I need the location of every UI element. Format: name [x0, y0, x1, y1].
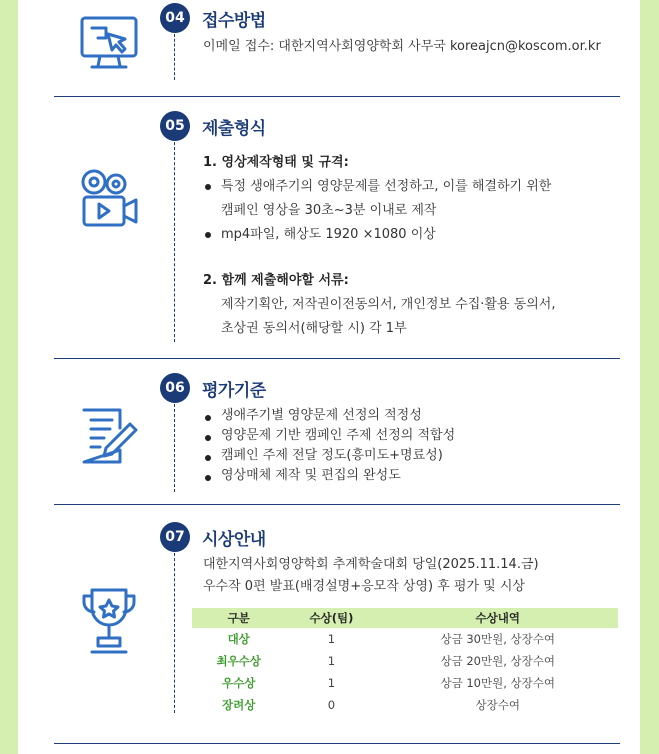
dashed-connector: [174, 553, 175, 713]
divider: [54, 743, 620, 744]
award-prize: 상금 10만원, 상장수여: [440, 676, 555, 690]
award-category: 최우수상: [216, 654, 261, 668]
table-row: [192, 650, 618, 672]
divider: [54, 358, 620, 359]
section-number-06: 06: [160, 373, 190, 403]
format-heading-2: 2. 함께 제출해야할 서류:: [203, 273, 349, 288]
section-title-04: 접수방법: [202, 11, 266, 31]
format-heading-1: 1. 영상제작형태 및 규격:: [203, 155, 349, 170]
award-team-count: 1: [327, 676, 336, 690]
format-bullet: mp4파일, 해상도 1920 ×1080 이상: [203, 223, 555, 247]
document-list-line: 제작기획안, 저작권이전동의서, 개인정보 수집·활용 동의서,: [221, 297, 556, 312]
section-title-06: 평가기준: [202, 381, 266, 401]
dashed-connector: [174, 142, 175, 342]
divider: [54, 96, 620, 97]
criteria-item: 생애주기별 영양문제 선정의 적정성: [203, 406, 455, 426]
table-row: [192, 628, 618, 650]
award-info-text: [203, 554, 539, 598]
content-panel: [18, 0, 640, 754]
submission-email-text: 이메일 접수: 대한지역사회영양학회 사무국 koreajcn@koscom.or.kr: [203, 39, 601, 54]
section-title-05: 제출형식: [202, 119, 266, 139]
column-header: 수상내역: [377, 608, 618, 628]
dashed-connector: [174, 34, 175, 80]
criteria-item: 영상매체 제작 및 편집의 완성도: [203, 466, 455, 486]
divider: [54, 504, 620, 505]
format-bullet-continued: 캠페인 영상을 30초~3분 이내로 제작: [221, 203, 437, 218]
award-team-count: 1: [327, 632, 336, 646]
trophy-icon: [78, 586, 140, 662]
computer-click-icon: [78, 14, 140, 76]
award-prize: 상금 20만원, 상장수여: [440, 654, 555, 668]
section-number-04: 04: [160, 3, 190, 33]
table-row: [192, 694, 618, 716]
award-prize: 상장수여: [475, 698, 520, 712]
award-team-count: 1: [327, 654, 336, 668]
format-bullet: 특정 생애주기의 영양문제를 선정하고, 이를 해결하기 위한: [203, 175, 555, 199]
award-table: [192, 608, 618, 716]
video-camera-icon: [78, 164, 140, 234]
criteria-item: 영양문제 기반 캠페인 주제 선정의 적합성: [203, 426, 455, 446]
section-title-07: 시상안내: [202, 530, 266, 550]
submission-format-details: [203, 151, 555, 341]
award-category: 대상: [227, 632, 250, 646]
section-number-07: 07: [160, 522, 190, 552]
evaluation-criteria-list: [203, 406, 455, 486]
award-process-line: 우수작 0편 발표(배경설명+응모작 상영) 후 평가 및 시상: [203, 579, 525, 594]
document-pen-icon: [78, 406, 140, 470]
column-header: 수상(팀): [285, 608, 377, 628]
table-row: [192, 672, 618, 694]
criteria-item: 캠페인 주제 전달 정도(흥미도+명료성): [203, 446, 455, 466]
dashed-connector: [174, 404, 175, 492]
award-date-line: 대한지역사회영양학회 추계학술대회 당일(2025.11.14.금): [203, 557, 539, 572]
award-category: 우수상: [222, 676, 256, 690]
section-number-05: 05: [160, 111, 190, 141]
document-list-line: 초상권 동의서(해당할 시) 각 1부: [221, 321, 407, 336]
column-header: 구분: [192, 608, 285, 628]
award-prize: 상금 30만원, 상장수여: [440, 632, 555, 646]
award-team-count: 0: [327, 698, 336, 712]
award-category: 장려상: [222, 698, 256, 712]
table-header-row: [192, 608, 618, 628]
